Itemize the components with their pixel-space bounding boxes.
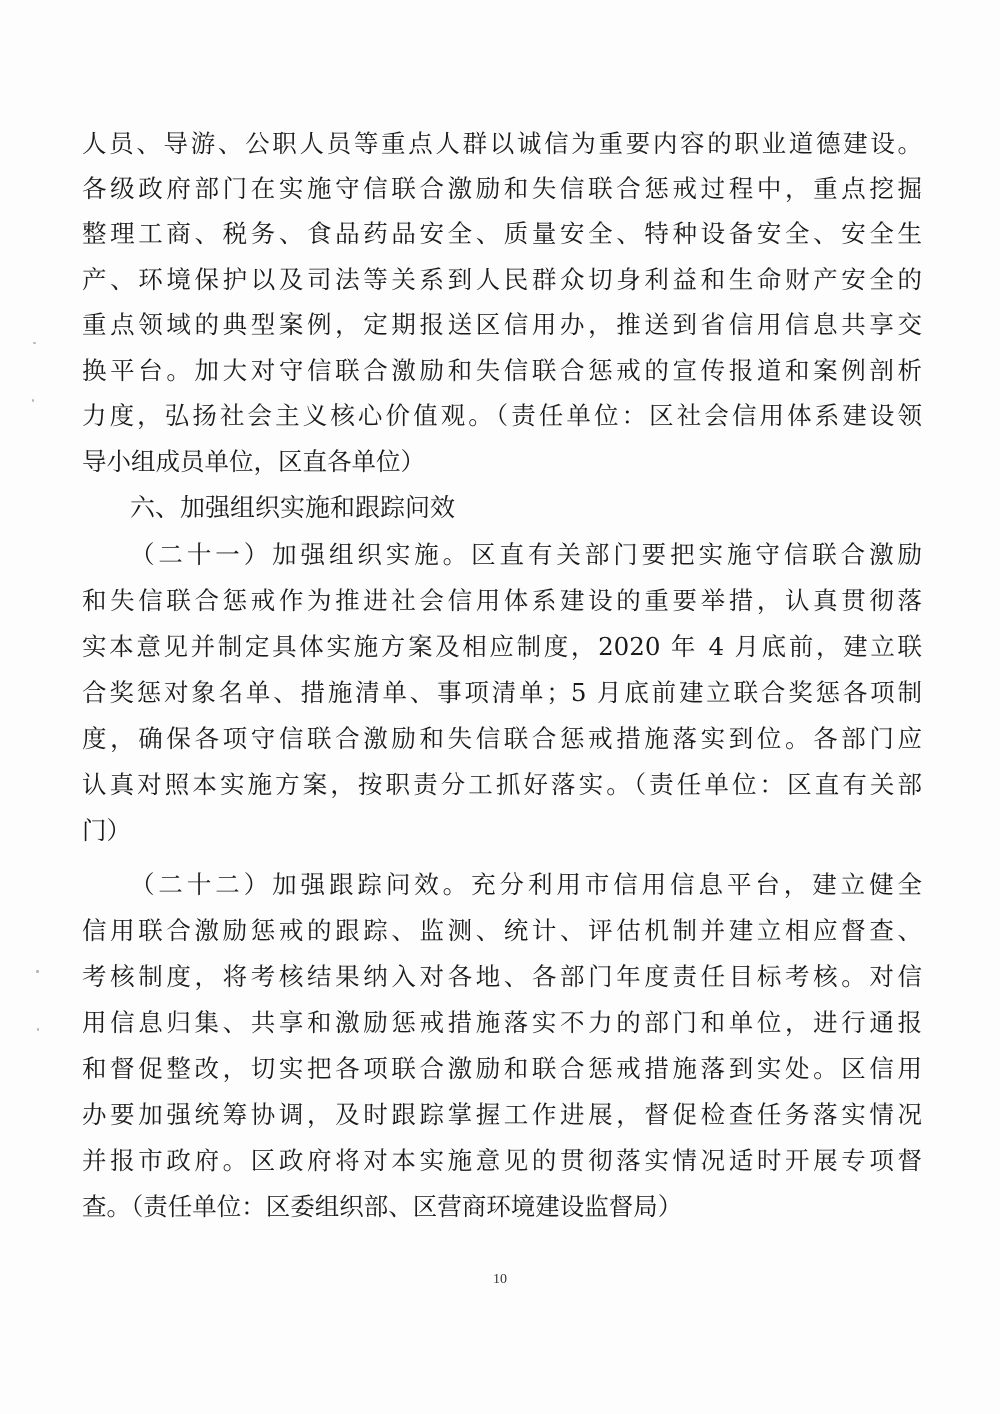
paragraph-21-line-5: 度，确保各项守信联合激励和失信联合惩戒措施落实到位。各部门应 <box>82 724 922 753</box>
paragraph-22-line-7: 并报市政府。区政府将对本实施意见的贯彻落实情况适时开展专项督 <box>82 1146 922 1175</box>
paragraph-22-line-1: （二十二）加强跟踪问效。充分利用市信用信息平台，建立健全 <box>130 870 922 899</box>
section-heading: 六、加强组织实施和跟踪问效 <box>130 493 456 522</box>
scan-speck <box>32 399 34 402</box>
scan-speck <box>36 970 39 973</box>
paragraph-1-line-2: 各级政府部门在实施守信联合激励和失信联合惩戒过程中，重点挖掘 <box>82 174 922 203</box>
paragraph-22-line-8: 查。（责任单位：区委组织部、区营商环境建设监督局） <box>82 1192 683 1221</box>
paragraph-1-line-4: 产、环境保护以及司法等关系到人民群众切身利益和生命财产安全的 <box>82 265 922 294</box>
paragraph-21-line-7: 门） <box>82 816 131 845</box>
paragraph-22-line-6: 办要加强统筹协调，及时跟踪掌握工作进展，督促检查任务落实情况 <box>82 1100 922 1129</box>
paragraph-21-line-6: 认真对照本实施方案，按职责分工抓好落实。（责任单位：区直有关部 <box>82 770 922 799</box>
paragraph-22-line-4: 用信息归集、共享和激励惩戒措施落实不力的部门和单位，进行通报 <box>82 1008 922 1037</box>
paragraph-21-line-2: 和失信联合惩戒作为推进社会信用体系建设的重要举措，认真贯彻落 <box>82 586 922 615</box>
paragraph-1-line-6: 换平台。加大对守信联合激励和失信联合惩戒的宣传报道和案例剖析 <box>82 356 922 385</box>
paragraph-22-line-2: 信用联合激励惩戒的跟踪、监测、统计、评估机制并建立相应督查、 <box>82 916 922 945</box>
paragraph-1-line-5: 重点领域的典型案例，定期报送区信用办，推送到省信用信息共享交 <box>82 310 922 339</box>
paragraph-22-line-3: 考核制度，将考核结果纳入对各地、各部门年度责任目标考核。对信 <box>82 962 922 991</box>
paragraph-21-line-4: 合奖惩对象名单、措施清单、事项清单；5 月底前建立联合奖惩各项制 <box>82 678 922 707</box>
paragraph-1-line-7: 力度，弘扬社会主义核心价值观。（责任单位：区社会信用体系建设领 <box>82 401 922 430</box>
scan-speck <box>33 342 36 344</box>
paragraph-22-line-5: 和督促整改，切实把各项联合激励和联合惩戒措施落到实处。区信用 <box>82 1054 922 1083</box>
paragraph-1-line-3: 整理工商、税务、食品药品安全、质量安全、特种设备安全、安全生 <box>82 219 922 248</box>
scan-speck <box>37 1028 39 1031</box>
paragraph-1-line-1: 人员、导游、公职人员等重点人群以诚信为重要内容的职业道德建设。 <box>82 129 922 158</box>
paragraph-21-line-1: （二十一）加强组织实施。区直有关部门要把实施守信联合激励 <box>130 540 922 569</box>
paragraph-21-line-3: 实本意见并制定具体实施方案及相应制度，2020 年 4 月底前，建立联 <box>82 632 922 661</box>
page-number: 10 <box>493 1272 507 1287</box>
paragraph-1-line-8: 导小组成员单位，区直各单位） <box>82 447 425 476</box>
